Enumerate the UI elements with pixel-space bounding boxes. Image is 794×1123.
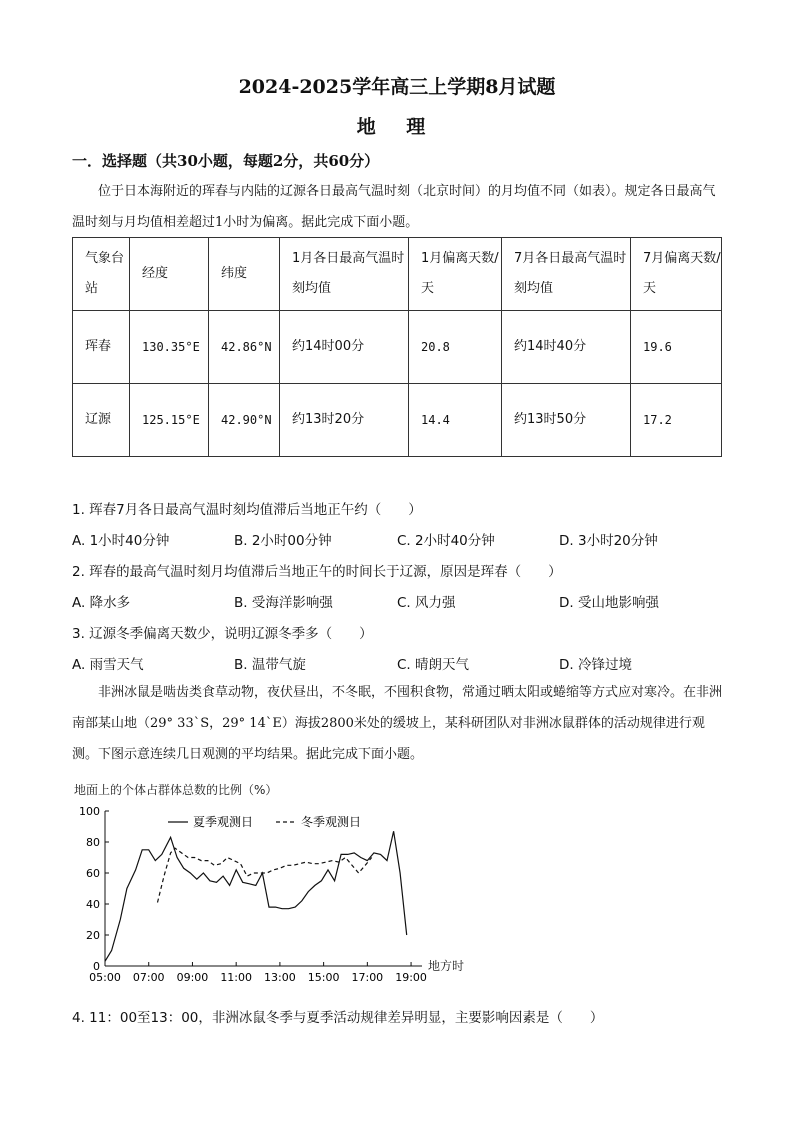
x-tick-label: 17:00 xyxy=(351,971,384,981)
table-cell: 42.86°N xyxy=(209,311,280,384)
climate-table xyxy=(72,237,722,457)
table-cell: 42.90°N xyxy=(209,384,280,457)
table-cell: 珲春 xyxy=(73,311,130,384)
table-header-cell: 1月各日最高气温时刻均值 xyxy=(280,238,409,311)
option-d[interactable]: D. 受山地影响强 xyxy=(559,595,659,611)
option-b[interactable]: B. 温带气旋 xyxy=(234,657,306,673)
x-tick-label: 15:00 xyxy=(307,971,340,981)
y-axis-label: 地面上的个体占群体总数的比例（%） xyxy=(74,783,278,797)
table-cell: 约14时00分 xyxy=(280,311,409,384)
legend-label-summer: 夏季观测日 xyxy=(193,815,254,829)
table-row xyxy=(73,384,722,457)
table-cell: 约13时50分 xyxy=(502,384,631,457)
option-b[interactable]: B. 受海洋影响强 xyxy=(234,595,333,611)
y-tick-label: 60 xyxy=(86,867,100,880)
x-tick-label: 19:00 xyxy=(395,971,427,981)
chart-legend xyxy=(168,814,361,829)
option-a[interactable]: A. 1小时40分钟 xyxy=(72,533,170,549)
table-cell: 14.4 xyxy=(409,384,502,457)
table-header-row xyxy=(73,238,722,311)
series-winter-line xyxy=(158,848,372,902)
x-tick-label: 07:00 xyxy=(132,971,165,981)
table-row xyxy=(73,311,722,384)
table-cell: 130.35°E xyxy=(130,311,209,384)
x-tick-label: 11:00 xyxy=(220,971,253,981)
option-c[interactable]: C. 2小时40分钟 xyxy=(397,533,495,549)
series-summer-line xyxy=(105,831,407,961)
x-tick-label: 05:00 xyxy=(89,971,121,981)
question-2-stem: 2. 珲春的最高气温时刻月均值滞后当地正午的时间长于辽源，原因是珲春（ ） xyxy=(72,564,562,580)
x-axis-label: 地方时 xyxy=(428,959,465,973)
y-tick-label: 40 xyxy=(86,898,100,911)
legend-label-winter: 冬季观测日 xyxy=(301,815,362,829)
table-cell: 约14时40分 xyxy=(502,311,631,384)
chart-axes xyxy=(105,811,422,966)
question-1-stem: 1. 珲春7月各日最高气温时刻均值滞后当地正午约（ ） xyxy=(72,502,422,518)
y-tick-label: 20 xyxy=(86,929,100,942)
table-cell: 17.2 xyxy=(631,384,722,457)
y-tick-label: 100 xyxy=(79,805,100,818)
table-header-cell: 7月偏离天数/天 xyxy=(631,238,722,311)
option-a[interactable]: A. 降水多 xyxy=(72,595,131,611)
chart-series xyxy=(105,831,407,961)
x-ticks xyxy=(89,962,427,981)
passage-2: 非洲冰鼠是啮齿类食草动物，夜伏昼出，不冬眠，不囤积食物，常通过晒太阳或蜷缩等方式应对寒冷。在非洲南部某山地（29° 33`S，29° 14`E）海拔2800米处的缓坡上，某科研团队对非洲冰鼠群体的活动规律进行观测。下图示意连续几日观测的平均结果。据此完成下面小题。 xyxy=(72,685,723,762)
x-tick-label: 09:00 xyxy=(176,971,209,981)
table-cell: 20.8 xyxy=(409,311,502,384)
table-header-cell: 纬度 xyxy=(209,238,280,311)
table-header-cell: 7月各日最高气温时刻均值 xyxy=(502,238,631,311)
table-header-cell: 1月偏离天数/天 xyxy=(409,238,502,311)
table-cell: 辽源 xyxy=(73,384,130,457)
option-a[interactable]: A. 雨雪天气 xyxy=(72,657,144,673)
y-tick-label: 80 xyxy=(86,836,100,849)
section-heading: 一．选择题（共30小题，每题2分，共60分） xyxy=(72,152,380,170)
x-tick-label: 13:00 xyxy=(264,971,296,981)
y-tick-label: 0 xyxy=(93,960,100,973)
option-d[interactable]: D. 3小时20分钟 xyxy=(559,533,658,549)
table-cell: 约13时20分 xyxy=(280,384,409,457)
table-header-cell: 经度 xyxy=(130,238,209,311)
question-4-stem: 4. 11：00至13：00，非洲冰鼠冬季与夏季活动规律差异明显，主要影响因素是（ ） xyxy=(72,1010,604,1026)
table-cell: 19.6 xyxy=(631,311,722,384)
activity-line-chart xyxy=(62,776,482,981)
table-header-cell: 气象台站 xyxy=(73,238,130,311)
option-c[interactable]: C. 晴朗天气 xyxy=(397,657,470,673)
question-3-stem: 3. 辽源冬季偏离天数少，说明辽源冬季多（ ） xyxy=(72,626,373,642)
page-title: 2024-2025学年高三上学期8月试题 xyxy=(238,76,556,98)
subject-title: 地 理 xyxy=(356,116,438,138)
option-b[interactable]: B. 2小时00分钟 xyxy=(234,533,332,549)
option-c[interactable]: C. 风力强 xyxy=(397,595,456,611)
table-cell: 125.15°E xyxy=(130,384,209,457)
option-d[interactable]: D. 冷锋过境 xyxy=(559,657,632,673)
passage-1: 位于日本海附近的珲春与内陆的辽源各日最高气温时刻（北京时间）的月均值不同（如表）。规定各日最高气温时刻与月均值相差超过1小时为偏离。据此完成下面小题。 xyxy=(72,184,716,230)
